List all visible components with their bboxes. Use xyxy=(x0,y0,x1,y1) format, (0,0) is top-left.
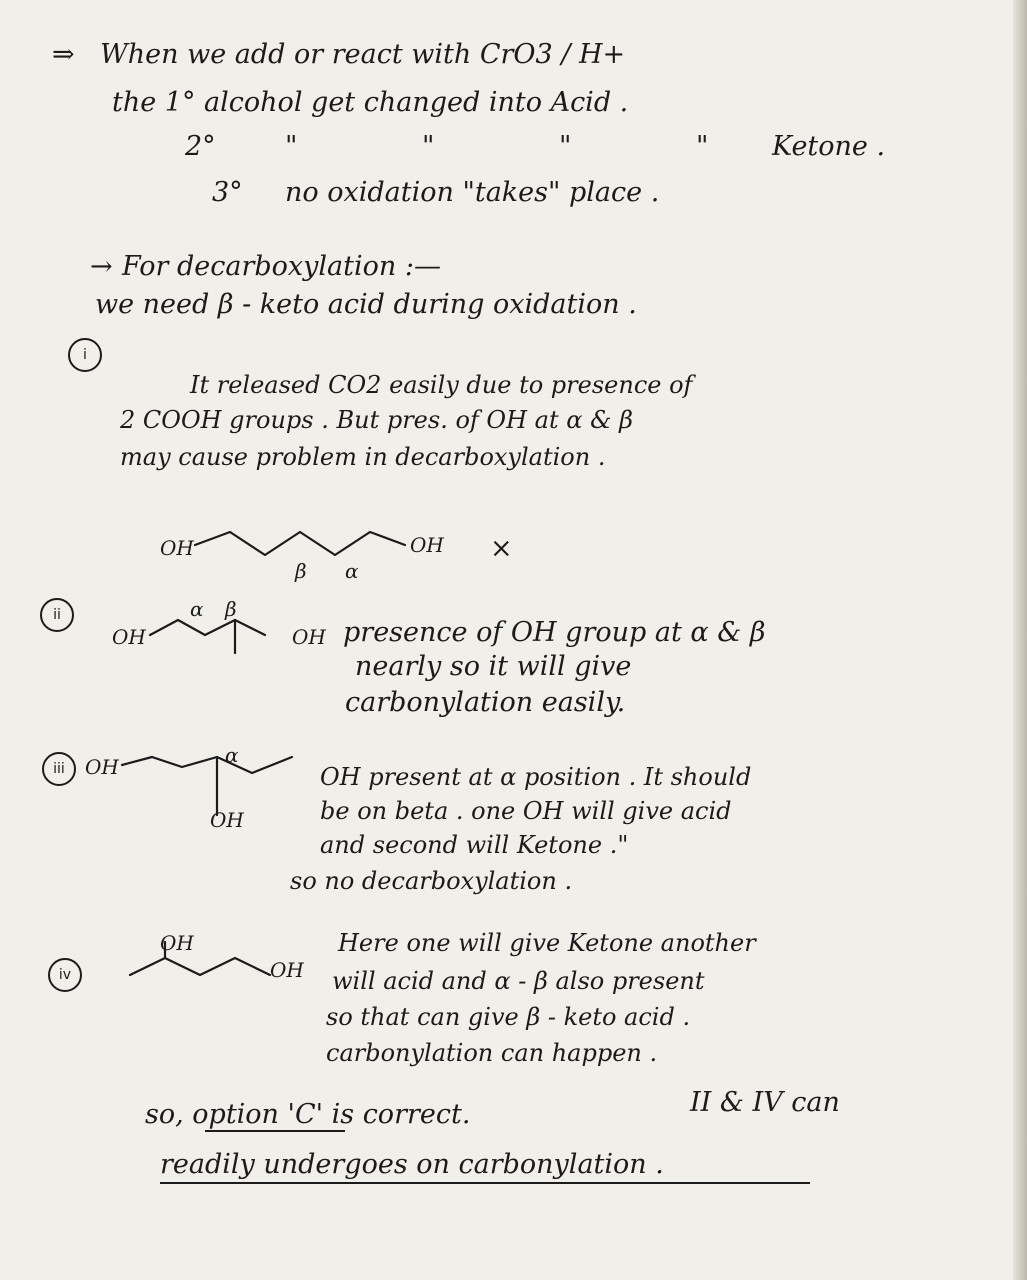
decarb-heading: For decarboxylation :— xyxy=(122,251,441,282)
option-ii-alpha: α xyxy=(190,597,204,621)
scan-edge xyxy=(1013,0,1027,1280)
option-iv-line-2: will acid and α - β also present xyxy=(332,967,705,995)
option-ii-line-3: carbonylation easily. xyxy=(345,687,626,718)
option-iv-marker: iv xyxy=(48,958,82,992)
option-ii-oh-right: OH xyxy=(292,625,326,649)
conclusion-refs: II & IV can xyxy=(690,1087,840,1118)
option-iii-line-3: and second will Ketone ." xyxy=(320,831,629,859)
option-i-line-2: 2 COOH groups . But pres. of OH at α & β xyxy=(120,406,633,434)
option-i-line-1: It released CO2 easily due to presence of xyxy=(190,371,693,399)
decarb-arrow: → xyxy=(90,251,113,282)
option-iv-line-1: Here one will give Ketone another xyxy=(338,929,756,957)
option-iii-line-1: OH present at α position . It should xyxy=(320,763,752,791)
option-iv-line-3: so that can give β - keto acid . xyxy=(326,1003,691,1031)
option-i-chain xyxy=(195,532,405,555)
option-iii-alpha: α xyxy=(225,743,239,767)
conclusion-line-2: readily undergoes on carbonylation . xyxy=(160,1149,664,1180)
intro-line-1: When we add or react with CrO3 / H+ xyxy=(100,39,626,70)
option-iii-oh-bottom: OH xyxy=(210,808,244,832)
option-iii-line-4: so no decarboxylation . xyxy=(290,867,573,895)
option-iii-chain xyxy=(122,757,292,773)
option-iii-line-2: be on beta . one OH will give acid xyxy=(320,797,732,825)
option-i-oh-left: OH xyxy=(160,536,194,560)
option-ii-marker: ii xyxy=(40,598,74,632)
option-ii-chain xyxy=(150,620,265,635)
option-iv-oh-right: OH xyxy=(270,958,304,982)
option-i-marker: i xyxy=(68,338,102,372)
intro-line-3-prefix: 2° xyxy=(185,131,216,162)
option-ii-oh-left: OH xyxy=(112,625,146,649)
option-i-oh-right: OH xyxy=(410,533,444,557)
conclusion-underline-2 xyxy=(160,1182,810,1184)
decarb-line: we need β - keto acid during oxidation . xyxy=(95,289,637,320)
option-iii-oh-left: OH xyxy=(85,755,119,779)
option-ii-line-2: nearly so it will give xyxy=(355,651,632,682)
intro-line-2: the 1° alcohol get changed into Acid . xyxy=(112,87,629,118)
option-iii-marker: iii xyxy=(42,752,76,786)
intro-arrow: ⇒ xyxy=(52,39,75,70)
option-iv-chain xyxy=(130,958,270,975)
option-i-beta: β xyxy=(295,559,307,583)
option-i-alpha: α xyxy=(345,559,359,583)
intro-line-3-ditto: " " " " xyxy=(285,131,767,162)
conclusion-underline-1 xyxy=(205,1130,345,1132)
intro-line-3-suffix: Ketone . xyxy=(772,131,886,162)
option-ii-beta: β xyxy=(225,597,237,621)
option-ii-line-1: presence of OH group at α & β xyxy=(343,617,766,648)
intro-line-4-prefix: 3° xyxy=(212,177,243,208)
option-iv-structure xyxy=(130,940,280,1000)
conclusion-line-1: so, option 'C' is correct. xyxy=(145,1099,471,1130)
option-iv-line-4: carbonylation can happen . xyxy=(326,1039,658,1067)
option-i-cross-mark: × xyxy=(490,533,513,564)
option-i-line-3: may cause problem in decarboxylation . xyxy=(120,443,606,471)
intro-line-4: no oxidation "takes" place . xyxy=(285,177,660,208)
option-iv-oh-top: OH xyxy=(160,931,194,955)
